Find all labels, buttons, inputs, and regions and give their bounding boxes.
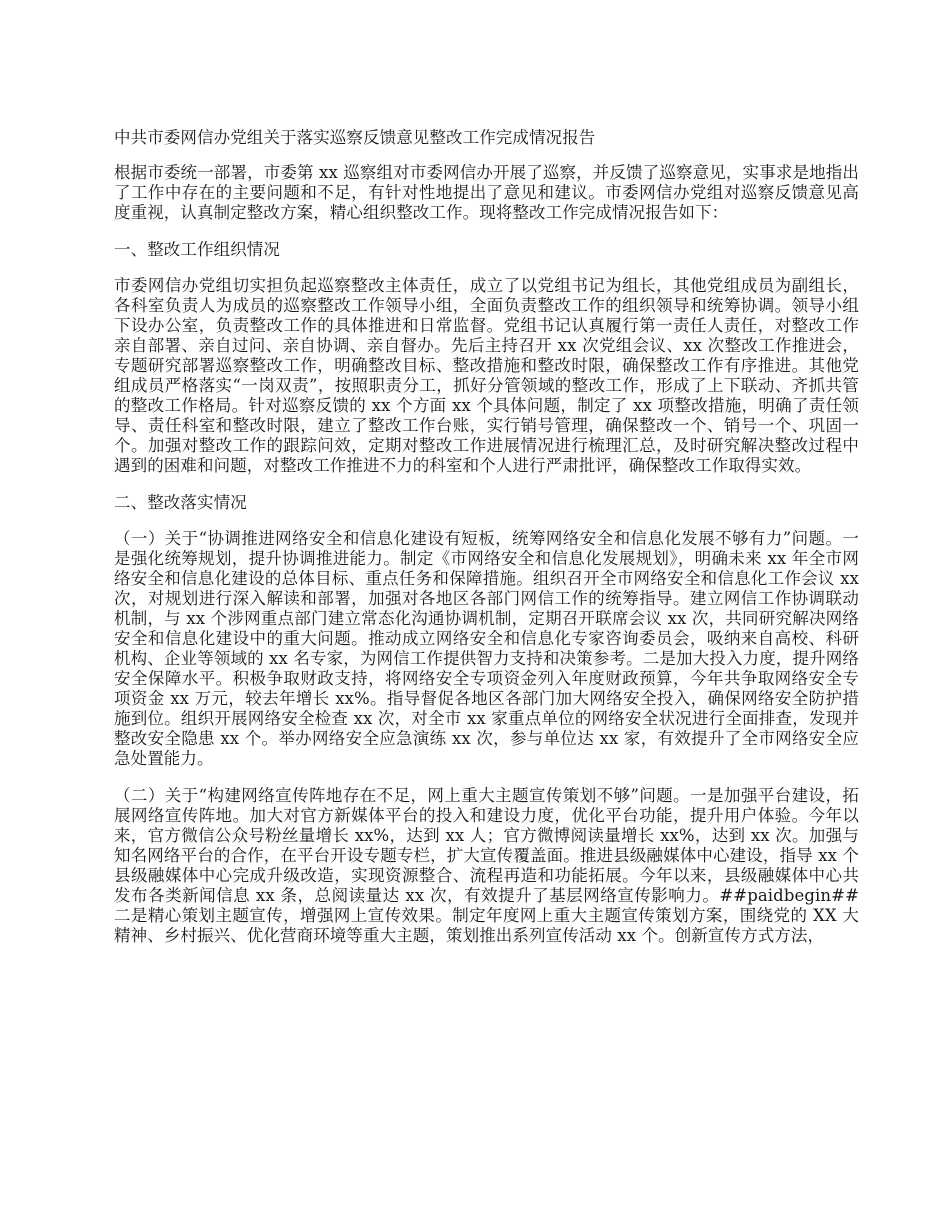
document-title: 中共市委网信办党组关于落实巡察反馈意见整改工作完成情况报告: [114, 128, 596, 147]
implementation-paragraph-1: （一）关于“协调推进网络安全和信息化建设有短板，统筹网络安全和信息化发展不够有力”问题。一是强化统筹规划，提升协调推进能力。制定《市网络安全和信息化发展规划》，明确未来 xx 年全市网络安全和信息化建设的总体目标、重点任务和保障措施。组织召开全市网络安全和信息化工作会议 xx 次，对规划进行深入解读和部署，加强对各地区各部门网信工作的统筹指导。建立网信工作协调联动机制，与 xx 个涉网重点部门建立常态化沟通协调机制，定期召开联席会议 xx 次，共同研究解决网络安全和信息化建设中的重大问题。推动成立网络安全和信息化专家咨询委员会，吸纳来自高校、科研机构、企业等领域的 xx 名专家，为网信工作提供智力支持和决策参考。二是加大投入力度，提升网络安全保障水平。积极争取财政支持，将网络安全专项资金列入年度财政预算，今年共争取网络安全专项资金 xx 万元，较去年增长 xx%。指导督促各地区各部门加大网络安全投入，确保网络安全防护措施到位。组织开展网络安全检查 xx 次，对全市 xx 家重点单位的网络安全状况进行全面排查，发现并整改安全隐患 xx 个。举办网络安全应急演练 xx 次，参与单位达 xx 家，有效提升了全市网络安全应急处置能力。: [114, 529, 859, 768]
document-page: [114, 128, 859, 963]
organization-paragraph: 市委网信办党组切实担负起巡察整改主体责任，成立了以党组书记为组长，其他党组成员为副组长，各科室负责人为成员的巡察整改工作领导小组，全面负责整改工作的组织领导和统筹协调。领导小组下设办公室，负责整改工作的具体推进和日常监督。党组书记认真履行第一责任人责任，对整改工作亲自部署、亲自过问、亲自协调、亲自督办。先后主持召开 xx 次党组会议、xx 次整改工作推进会，专题研究部署巡察整改工作，明确整改目标、整改措施和整改时限，确保整改工作有序推进。其他党组成员严格落实“一岗双责”，按照职责分工，抓好分管领域的整改工作，形成了上下联动、齐抓共管的整改工作格局。针对巡察反馈的 xx 个方面 xx 个具体问题，制定了 xx 项整改措施，明确了责任领导、责任科室和整改时限，建立了整改工作台账，实行销号管理，确保整改一个、销号一个、巩固一个。加强对整改工作的跟踪问效，定期对整改工作进展情况进行梳理汇总，及时研究解决整改过程中遇到的困难和问题，对整改工作推进不力的科室和个人进行严肃批评，确保整改工作取得实效。: [114, 276, 859, 475]
implementation-paragraph-2: （二）关于“构建网络宣传阵地存在不足，网上重大主题宣传策划不够”问题。一是加强平台建设，拓展网络宣传阵地。加大对官方新媒体平台的投入和建设力度，优化平台功能，提升用户体验。今年以来，官方微信公众号粉丝量增长 xx%，达到 xx 人；官方微博阅读量增长 xx%，达到 xx 次。加强与知名网络平台的合作，在平台开设专题专栏，扩大宣传覆盖面。推进县级融媒体中心建设，指导 xx 个县级融媒体中心完成升级改造，实现资源整合、流程再造和功能拓展。今年以来，县级融媒体中心共发布各类新闻信息 xx 条，总阅读量达 xx 次，有效提升了基层网络宣传影响力。##paidbegin##二是精心策划主题宣传，增强网上宣传效果。制定年度网上重大主题宣传策划方案，围绕党的 XX 大精神、乡村振兴、优化营商环境等重大主题，策划推出系列宣传活动 xx 个。创新宣传方式方法，: [114, 786, 859, 945]
section-heading-organization: 一、整改工作组织情况: [114, 240, 280, 259]
section-heading-implementation: 二、整改落实情况: [114, 493, 247, 512]
intro-paragraph: 根据市委统一部署，市委第 xx 巡察组对市委网信办开展了巡察，并反馈了巡察意见，实事求是地指出了工作中存在的主要问题和不足，有针对性地提出了意见和建议。市委网信办党组对巡察反馈意见高度重视，认真制定整改方案，精心组织整改工作。现将整改工作完成情况报告如下：: [114, 163, 859, 222]
